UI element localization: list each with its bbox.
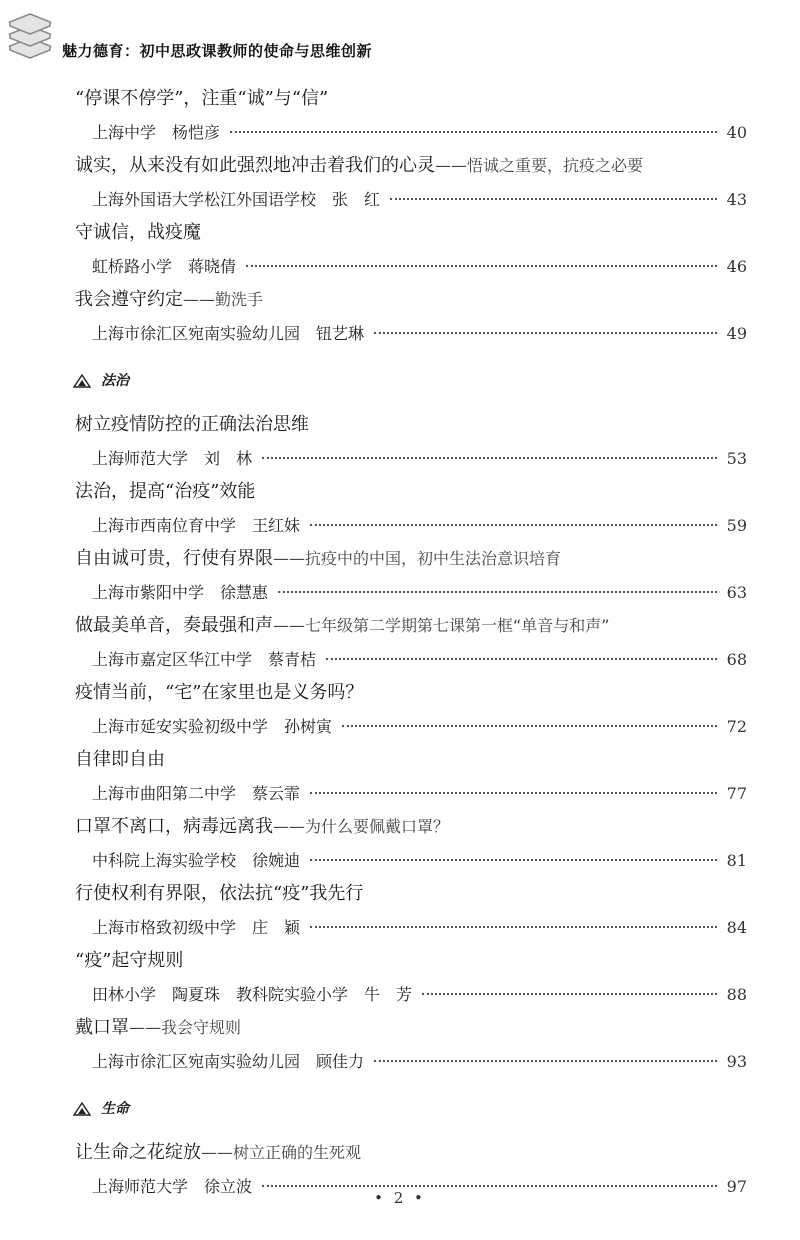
dot-leader	[374, 1060, 717, 1062]
entry-title-line	[75, 408, 747, 442]
entry-title: 树立疫情防控的正确法治思维	[75, 414, 309, 435]
dot-leader	[310, 524, 717, 526]
entry-author-line	[75, 844, 747, 877]
entry-subtitle: ——勤洗手	[183, 290, 264, 309]
entry-author: 上海市嘉定区华江中学 蔡青桔	[92, 650, 317, 669]
entry-author: 上海市徐汇区宛南实验幼儿园 钮艺琳	[92, 324, 365, 343]
entry-author: 上海市格致初级中学 庄 颖	[92, 918, 301, 937]
dot-leader	[262, 457, 717, 459]
dot-leader	[310, 792, 717, 794]
entry-title: 诚实，从来没有如此强烈地冲击着我们的心灵	[75, 155, 435, 176]
entry-title: 守诚信，战疫魔	[75, 222, 201, 243]
entry-page-number: 68	[726, 650, 747, 669]
entry-author-line	[75, 442, 747, 475]
entry-title-line	[75, 1136, 747, 1170]
triangle-bullet-icon	[73, 374, 91, 388]
entry-subtitle: ——抗疫中的中国，初中生法治意识培育	[273, 549, 562, 568]
toc-entry[interactable]	[75, 743, 747, 810]
entry-title-line	[75, 542, 747, 576]
dot-leader	[374, 332, 717, 334]
entry-title: 自律即自由	[75, 749, 165, 770]
entry-author: 上海师范大学 刘 林	[92, 449, 253, 468]
entry-page-number: 84	[726, 918, 747, 937]
toc-entry[interactable]	[75, 475, 747, 542]
toc-entry[interactable]	[75, 609, 747, 676]
entry-author-line	[75, 643, 747, 676]
entry-page-number: 93	[726, 1052, 747, 1071]
entry-author-line	[75, 183, 747, 216]
entry-title-line	[75, 475, 747, 509]
entry-title: 戴口罩	[75, 1017, 129, 1038]
entry-title: 疫情当前，“宅”在家里也是义务吗？	[75, 682, 364, 703]
entry-author-line	[75, 576, 747, 609]
entry-author: 上海师范大学 徐立波	[92, 1177, 253, 1196]
entry-author: 中科院上海实验学校 徐婉迪	[92, 851, 301, 870]
entry-page-number: 43	[726, 190, 747, 209]
entry-title-line	[75, 676, 747, 710]
entry-title-line	[75, 149, 747, 183]
entry-author: 上海市徐汇区宛南实验幼儿园 顾佳力	[92, 1052, 365, 1071]
dot-leader	[262, 1185, 717, 1187]
dot-leader	[278, 591, 717, 593]
entry-title-line	[75, 216, 747, 250]
entry-author: 上海中学 杨恺彦	[92, 123, 221, 142]
entry-author-line	[75, 911, 747, 944]
entry-title: 行使权利有界限，依法抗“疫”我先行	[75, 883, 364, 904]
entry-page-number: 72	[726, 717, 747, 736]
entry-author-line	[75, 509, 747, 542]
entry-author: 上海外国语大学松江外国语学校 张 红	[92, 190, 381, 209]
entry-subtitle: ——树立正确的生死观	[201, 1143, 362, 1162]
dot-leader	[230, 131, 717, 133]
entry-author-line	[75, 710, 747, 743]
section-label: 生命	[101, 1101, 129, 1117]
entry-title: 做最美单音，奏最强和声	[75, 615, 273, 636]
toc-entry[interactable]	[75, 676, 747, 743]
toc-entry[interactable]	[75, 542, 747, 609]
entry-page-number: 81	[726, 851, 747, 870]
entry-title-line	[75, 82, 747, 116]
entry-title: 口罩不离口，病毒远离我	[75, 816, 273, 837]
entry-page-number: 46	[726, 257, 747, 276]
entry-author-line	[75, 1045, 747, 1078]
entry-title: “疫”起守规则	[75, 950, 184, 971]
entry-author: 上海市曲阳第二中学 蔡云霏	[92, 784, 301, 803]
toc-entry[interactable]	[75, 82, 747, 149]
entry-title: 自由诚可贵，行使有界限	[75, 548, 273, 569]
entry-subtitle: ——七年级第二学期第七课第一框“单音与和声”	[273, 616, 610, 635]
entry-author: 上海市紫阳中学 徐慧惠	[92, 583, 269, 602]
dot-leader	[310, 926, 717, 928]
toc-entry[interactable]	[75, 283, 747, 350]
entry-title: “停课不停学”，注重“诚”与“信”	[75, 88, 329, 109]
toc-entry[interactable]	[75, 408, 747, 475]
entry-subtitle: ——我会守规则	[129, 1018, 242, 1037]
toc-entry[interactable]	[75, 877, 747, 944]
dot-leader	[342, 725, 717, 727]
entry-subtitle: ——悟诚之重要，抗疫之必要	[435, 156, 644, 175]
entry-title-line	[75, 1011, 747, 1045]
dot-leader	[310, 859, 717, 861]
entry-author-line	[75, 777, 747, 810]
entry-title: 让生命之花绽放	[75, 1142, 201, 1163]
entry-subtitle: ——为什么要佩戴口罩？	[273, 817, 450, 836]
entry-page-number: 63	[726, 583, 747, 602]
dot-leader	[326, 658, 717, 660]
entry-title-line	[75, 877, 747, 911]
dot-leader	[422, 993, 717, 995]
entry-title-line	[75, 810, 747, 844]
entry-page-number: 53	[726, 449, 747, 468]
book-title: 魅力德育：初中思政课教师的使命与思维创新	[62, 42, 373, 60]
entry-author: 田林小学 陶夏珠 教科院实验小学 牛 芳	[92, 985, 413, 1004]
dot-leader	[390, 198, 717, 200]
entry-title-line	[75, 743, 747, 777]
entry-title-line	[75, 283, 747, 317]
entry-title: 我会遵守约定	[75, 289, 183, 310]
triangle-bullet-icon	[73, 1102, 91, 1116]
entry-page-number: 40	[726, 123, 747, 142]
toc-entry[interactable]	[75, 216, 747, 283]
dot-leader	[246, 265, 717, 267]
entry-page-number: 77	[726, 784, 747, 803]
entry-page-number: 59	[726, 516, 747, 535]
page-header	[0, 0, 800, 70]
entry-page-number: 97	[726, 1177, 747, 1196]
page-number: • 2 •	[374, 1189, 426, 1207]
entry-author-line	[75, 250, 747, 283]
section-label: 法治	[101, 373, 129, 389]
table-of-contents	[75, 82, 747, 1203]
toc-entry[interactable]	[75, 149, 747, 216]
toc-entry[interactable]	[75, 810, 747, 877]
entry-author-line	[75, 978, 747, 1011]
entry-author: 上海市西南位育中学 王红妹	[92, 516, 301, 535]
entry-title-line	[75, 609, 747, 643]
entry-page-number: 49	[726, 324, 747, 343]
entry-title-line	[75, 944, 747, 978]
entry-title: 法治，提高“治疫”效能	[75, 481, 256, 502]
toc-entry[interactable]	[75, 944, 747, 1011]
entry-author-line	[75, 116, 747, 149]
entry-author: 上海市延安实验初级中学 孙树寅	[92, 717, 333, 736]
entry-author-line	[75, 317, 747, 350]
section-heading	[73, 1082, 747, 1136]
section-heading	[73, 354, 747, 408]
entry-author: 虹桥路小学 蒋晓倩	[92, 257, 237, 276]
book-stack-icon	[6, 6, 54, 60]
toc-entry[interactable]	[75, 1011, 747, 1078]
entry-page-number: 88	[726, 985, 747, 1004]
